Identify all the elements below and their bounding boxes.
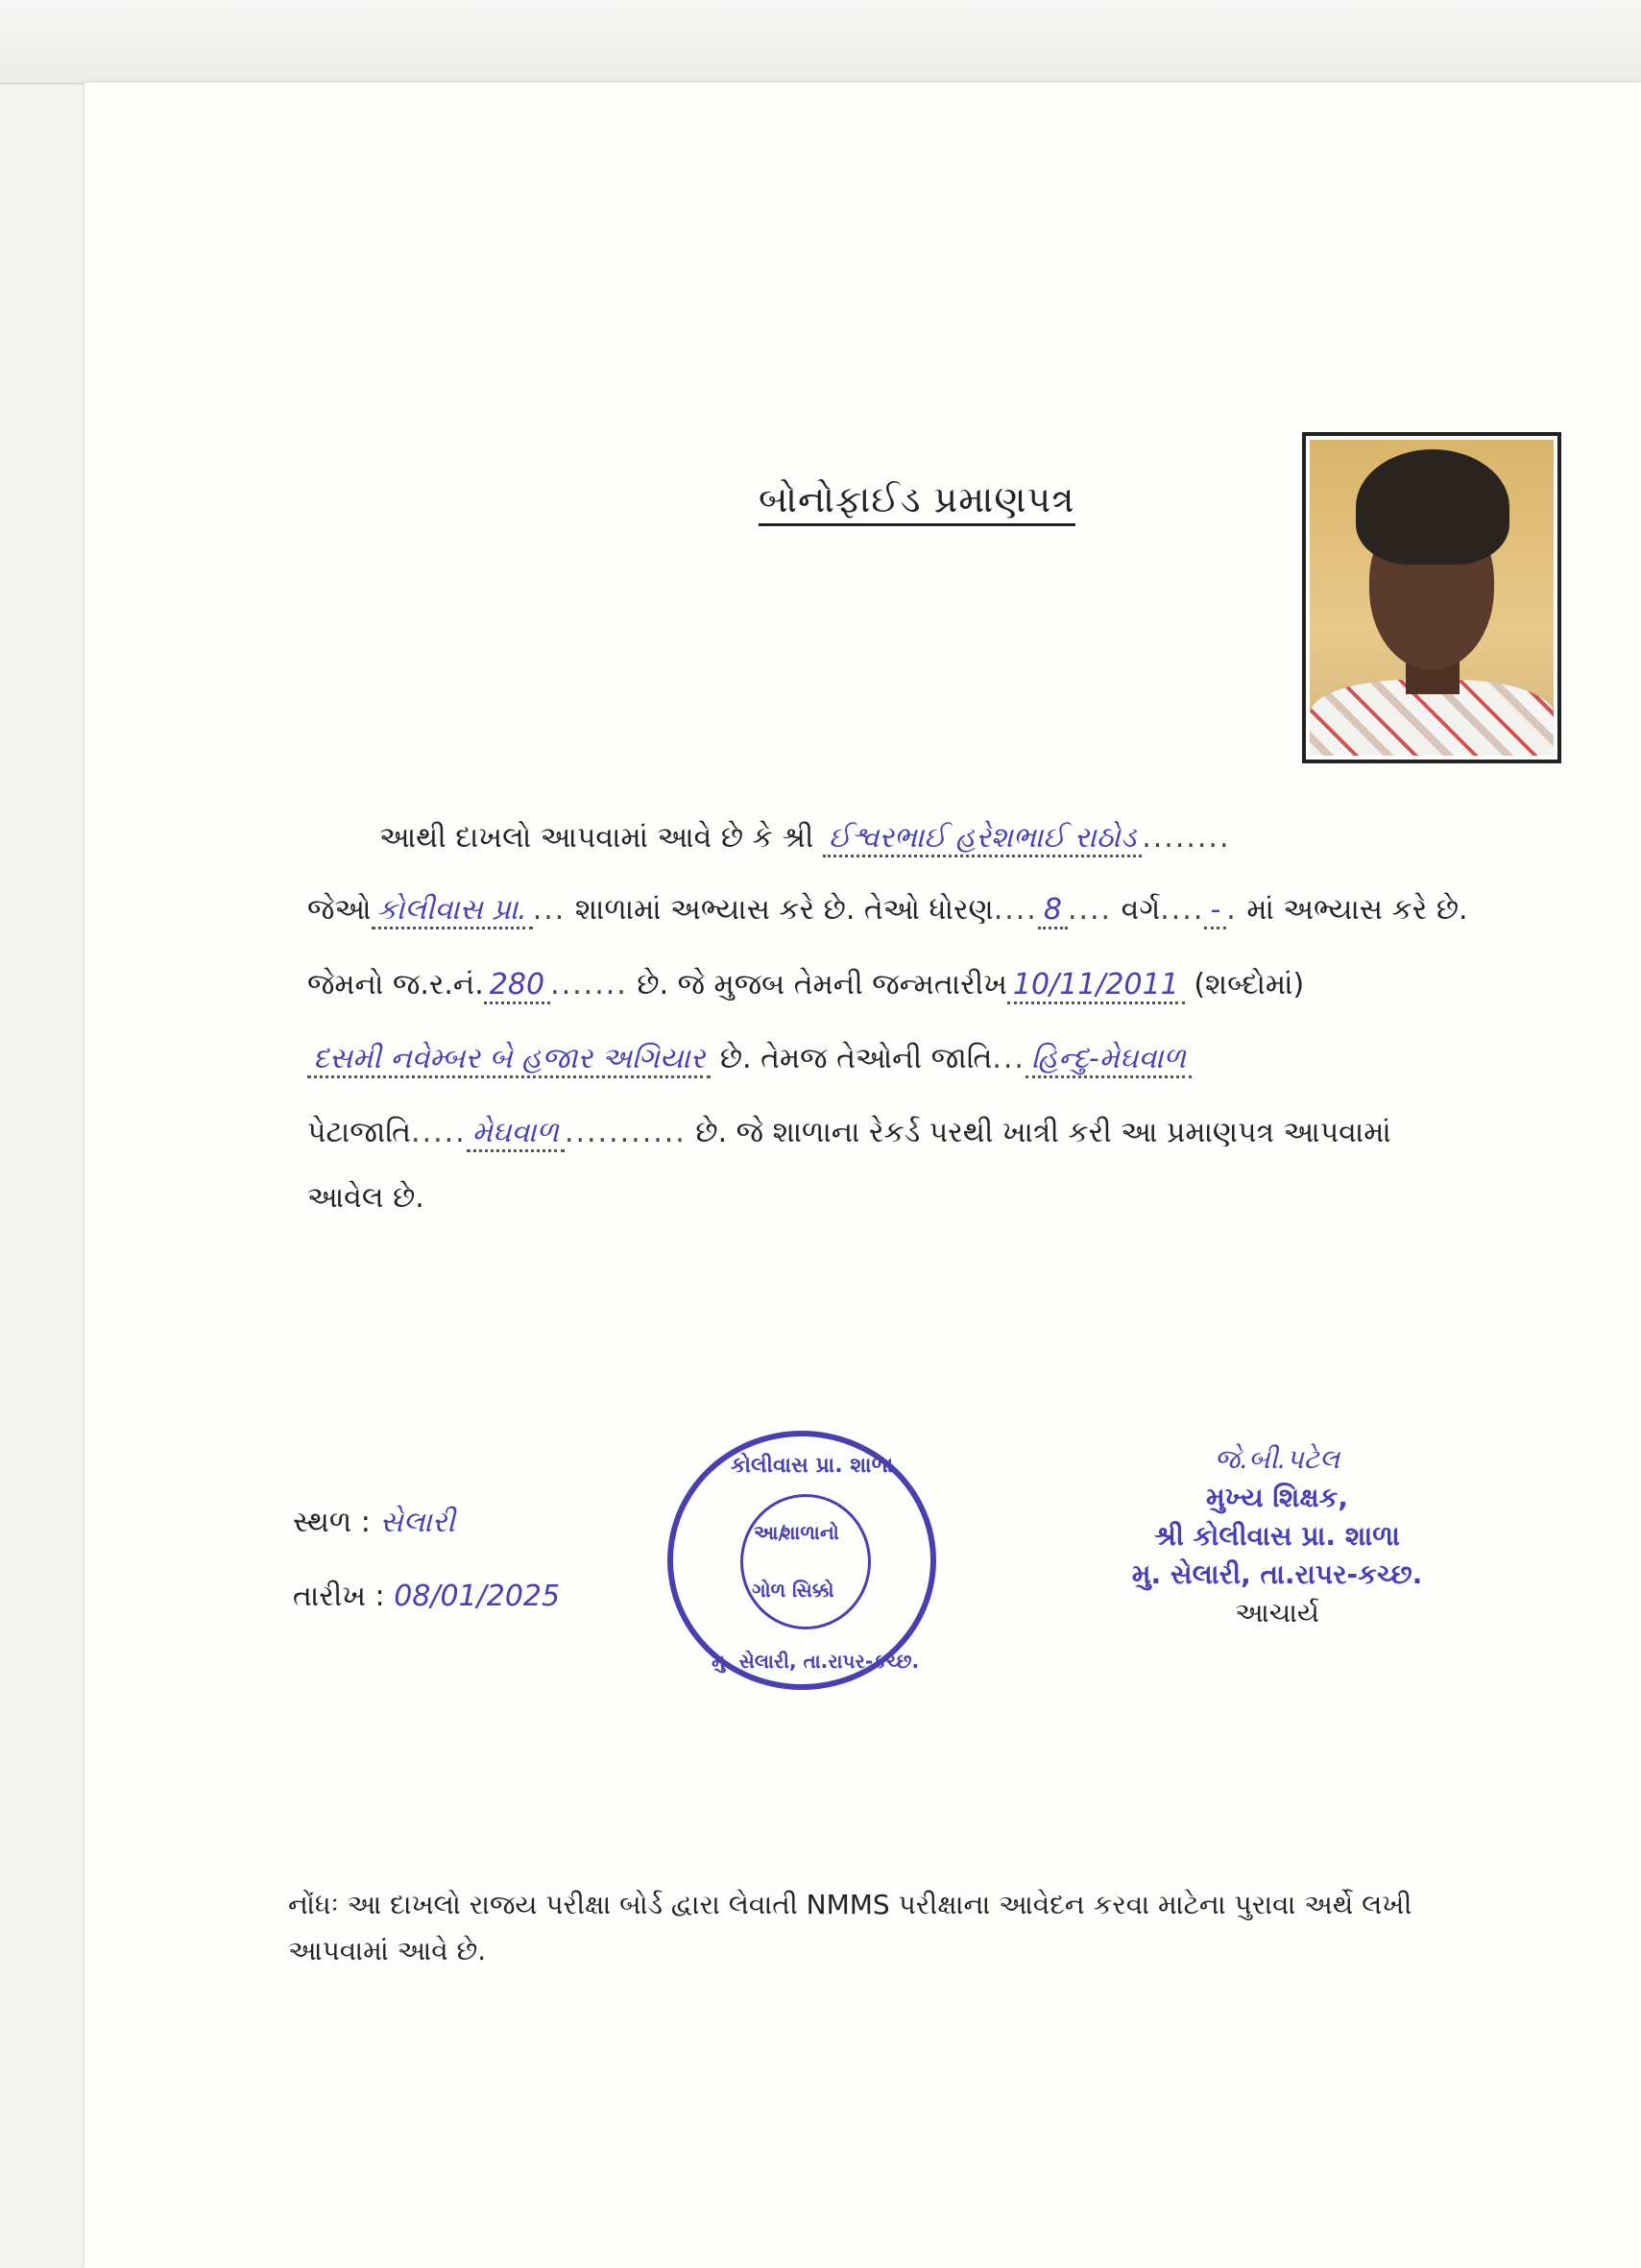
signature-principal: આચાર્ય xyxy=(1235,1597,1319,1629)
school-seal-stamp: કોલીવાસ પ્રા. શાળા આ/ શાળાનો ગોળ સિક્કો મુ. સેલારી, તા.રાપર-કચ્છ. xyxy=(667,1431,936,1690)
signature-school: શ્રી કોલીવાસ પ્રા. શાળા xyxy=(1154,1520,1400,1552)
student-name: ઈશ્વરભાઈ હરેશભાઈ રાઠોડ xyxy=(823,821,1142,857)
division: - xyxy=(1204,893,1226,929)
photo-portrait xyxy=(1310,440,1554,756)
footnote: નોંધઃ આ દાખલો રાજય પરીક્ષા બોર્ડ દ્વારા લેવાતી NMMS પરીક્ષાના આવેદન કરવા માટેના પુરાવા અર્થે લખી આપવામાં આવે છે. xyxy=(288,1889,1412,1966)
signature-scrawl: જે.બી.પટેલ xyxy=(1214,1443,1340,1475)
signature-address: મુ. સેલારી, તા.રાપર-કચ્છ. xyxy=(1131,1558,1423,1590)
body-line-3: જેમનો જ.ર.નં. 280 ....... છે. જે મુજબ તેમની જન્મતારીખ 10/11/2011 (શબ્દોમાં) xyxy=(307,968,1304,1001)
date-value: 08/01/2025 xyxy=(394,1580,561,1613)
birth-date-words: દસમી નવેમ્બર બે હજાર અગિયાર xyxy=(307,1042,711,1078)
register-number: 280 xyxy=(484,968,550,1004)
body-line-6: આવેલ છે. xyxy=(307,1181,424,1215)
school-name: કોલીવાસ પ્રા. xyxy=(372,893,533,929)
birth-date: 10/11/2011 xyxy=(1007,968,1185,1004)
scanner-edge xyxy=(0,0,1641,84)
signature-role: મુખ્ય શિક્ષક, xyxy=(1205,1482,1349,1513)
certificate-title: બોનોફાઈડ પ્રમાણપત્ર xyxy=(759,478,1075,526)
body-line-4: દસમી નવેમ્બર બે હજાર અગિયાર છે. તેમજ તેઓની જાતિ... હિન્દુ-મેઘવાળ xyxy=(307,1042,1192,1075)
signature-block xyxy=(1075,1440,1479,1632)
body-line-2: જેઓ કોલીવાસ પ્રા. ... શાળામાં અભ્યાસ કરે છે. તેઓ ધોરણ.... 8 .... વર્ગ.... - . માં અભ્યાસ કરે છે. xyxy=(307,893,1468,927)
body-line-1: આથી દાખલો આપવામાં આવે છે કે શ્રી ઈશ્વરભાઈ હરેશભાઈ રાઠોડ ........ xyxy=(379,821,1231,855)
standard: 8 xyxy=(1038,893,1068,929)
place-value: સેલારી xyxy=(379,1506,455,1539)
place-row: સ્થળ : સેલારી xyxy=(293,1506,455,1539)
body-line-5: પેટાજાતિ..... મેઘવાળ ........... છે. જે શાળાના રેકર્ડ પરથી ખાત્રી કરી આ પ્રમાણપત્ર આપવામાં xyxy=(307,1116,1391,1149)
sub-caste: મેઘવાળ xyxy=(467,1116,565,1152)
student-photo xyxy=(1302,432,1561,763)
caste: હિન્દુ-મેઘવાળ xyxy=(1026,1042,1192,1078)
date-row: તારીખ : 08/01/2025 xyxy=(293,1580,561,1613)
